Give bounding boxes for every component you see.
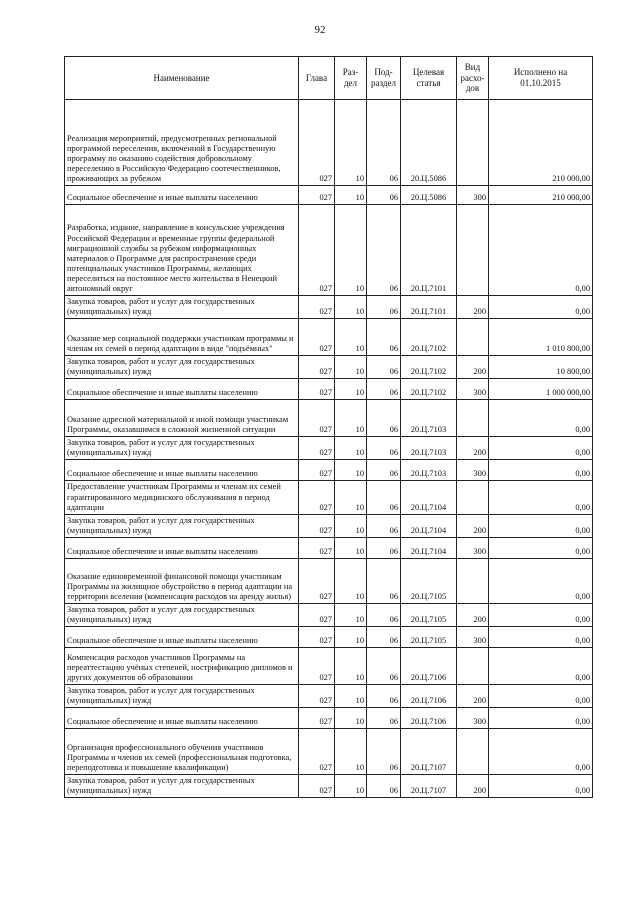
cell-name [65,708,299,729]
cell-razdel: 10 [335,627,367,648]
cell-razdel: 10 [335,729,367,775]
cell-razdel: 10 [335,379,367,400]
cell-amount: 1 000 000,00 [489,379,593,400]
cell-name [65,296,299,319]
cell-vid [457,205,489,296]
cell-name-text: Социальное обеспечение и иные выплаты населению [67,546,258,556]
cell-amount: 0,00 [489,460,593,481]
cell-glava: 027 [299,319,335,356]
cell-razdel: 10 [335,558,367,603]
cell-name [65,729,299,775]
cell-statya: 20.Ц.5086 [401,100,457,186]
cell-glava: 027 [299,400,335,437]
cell-vid [457,400,489,437]
cell-glava: 027 [299,603,335,626]
cell-name [65,775,299,798]
cell-podrazdel: 06 [367,603,401,626]
cell-razdel: 10 [335,481,367,514]
table-row [65,648,593,685]
cell-razdel: 10 [335,537,367,558]
cell-amount: 0,00 [489,514,593,537]
cell-name-text: Оказание мер социальной поддержки участникам программы и членам их семей в период адаптации в виде "подъёмных" [67,334,294,354]
table-row [65,437,593,460]
table-row [65,537,593,558]
table-row [65,186,593,205]
cell-razdel: 10 [335,356,367,379]
cell-name [65,648,299,685]
cell-podrazdel: 06 [367,186,401,205]
cell-statya: 20.Ц.7104 [401,537,457,558]
cell-statya: 20.Ц.7105 [401,603,457,626]
cell-glava: 027 [299,481,335,514]
cell-vid: 300 [457,708,489,729]
cell-podrazdel: 06 [367,319,401,356]
cell-name-text: Закупка товаров, работ и услуг для государственных (муниципальных) нужд [67,515,255,535]
cell-glava: 027 [299,186,335,205]
cell-name-text: Закупка товаров, работ и услуг для государственных (муниципальных) нужд [67,438,255,458]
cell-statya: 20.Ц.7106 [401,708,457,729]
cell-vid [457,729,489,775]
cell-razdel: 10 [335,296,367,319]
cell-name [65,437,299,460]
cell-name-text: Социальное обеспечение и иные выплаты населению [67,388,258,398]
cell-amount: 0,00 [489,400,593,437]
cell-statya: 20.Ц.7104 [401,514,457,537]
table-row [65,400,593,437]
cell-podrazdel: 06 [367,729,401,775]
cell-vid: 200 [457,603,489,626]
cell-name-text: Разработка, издание, направление в консульские учреждения Российской Федерации и временные группы федеральной миграционной службы за рубежом информационных материалов о Программе для распространения среди потенциальных участников Программы, желающих переселиться на постоянное место жительства в Ненецкий автономный округ [67,223,285,293]
header-razdel: Раз- дел [335,57,367,100]
cell-statya: 20.Ц.7103 [401,400,457,437]
cell-name-text: Оказание единовременной финансовой помощи участникам Программы на жилищное обустройство в период адаптации на территории вселения (компенсация расходов на аренду жилья) [67,571,293,601]
cell-statya: 20.Ц.7103 [401,437,457,460]
cell-name [65,537,299,558]
table-row [65,558,593,603]
cell-podrazdel: 06 [367,356,401,379]
cell-razdel: 10 [335,685,367,708]
cell-podrazdel: 06 [367,558,401,603]
cell-razdel: 10 [335,205,367,296]
cell-razdel: 10 [335,708,367,729]
cell-name-text: Социальное обеспечение и иные выплаты населению [67,469,258,479]
table-row [65,100,593,186]
cell-glava: 027 [299,356,335,379]
table-header-row [65,57,593,100]
cell-amount: 0,00 [489,296,593,319]
cell-podrazdel: 06 [367,514,401,537]
budget-table [64,56,593,798]
cell-name-text: Закупка товаров, работ и услуг для государственных (муниципальных) нужд [67,686,255,706]
cell-vid: 200 [457,296,489,319]
cell-vid: 200 [457,514,489,537]
cell-podrazdel: 06 [367,379,401,400]
cell-podrazdel: 06 [367,481,401,514]
cell-vid: 300 [457,379,489,400]
cell-podrazdel: 06 [367,775,401,798]
cell-name [65,460,299,481]
cell-podrazdel: 06 [367,400,401,437]
header-name: Наименование [65,57,299,100]
cell-vid: 200 [457,775,489,798]
table-row [65,775,593,798]
cell-vid: 200 [457,685,489,708]
cell-amount: 0,00 [489,603,593,626]
cell-amount: 0,00 [489,708,593,729]
table-row [65,627,593,648]
cell-glava: 027 [299,205,335,296]
cell-statya: 20.Ц.7101 [401,205,457,296]
cell-name [65,379,299,400]
cell-vid: 200 [457,437,489,460]
cell-razdel: 10 [335,400,367,437]
cell-glava: 027 [299,437,335,460]
table-row [65,729,593,775]
cell-podrazdel: 06 [367,708,401,729]
cell-glava: 027 [299,460,335,481]
cell-amount: 0,00 [489,537,593,558]
cell-amount: 210 000,00 [489,186,593,205]
cell-podrazdel: 06 [367,648,401,685]
cell-name-text: Закупка товаров, работ и услуг для государственных (муниципальных) нужд [67,604,255,624]
cell-statya: 20.Ц.7107 [401,775,457,798]
cell-razdel: 10 [335,603,367,626]
cell-name-text: Реализация мероприятий, предусмотренных региональной программой переселения, включенной в Государственную программу по оказанию содействия добровольному переселению в Российскую Федерацию соотечественников, проживающих за рубежом [67,133,281,183]
cell-razdel: 10 [335,648,367,685]
cell-glava: 027 [299,296,335,319]
cell-amount: 0,00 [489,729,593,775]
cell-name-text: Компенсация расходов участников Программы на переаттестацию учёных степеней, нострификацию дипломов и других документов об образовании [67,652,293,682]
cell-glava: 027 [299,627,335,648]
cell-razdel: 10 [335,100,367,186]
cell-name-text: Закупка товаров, работ и услуг для государственных (муниципальных) нужд [67,297,255,317]
cell-name [65,319,299,356]
table-row [65,296,593,319]
cell-glava: 027 [299,775,335,798]
cell-statya: 20.Ц.7105 [401,627,457,648]
cell-glava: 027 [299,558,335,603]
cell-podrazdel: 06 [367,627,401,648]
cell-name [65,481,299,514]
cell-vid: 300 [457,460,489,481]
cell-glava: 027 [299,648,335,685]
cell-statya: 20.Ц.7102 [401,356,457,379]
cell-vid: 300 [457,186,489,205]
table-row [65,685,593,708]
cell-razdel: 10 [335,514,367,537]
cell-statya: 20.Ц.7105 [401,558,457,603]
cell-vid [457,648,489,685]
cell-name [65,603,299,626]
table-row [65,205,593,296]
cell-vid [457,319,489,356]
cell-amount: 0,00 [489,775,593,798]
cell-razdel: 10 [335,775,367,798]
cell-statya: 20.Ц.7106 [401,648,457,685]
table-row [65,379,593,400]
cell-razdel: 10 [335,186,367,205]
cell-vid: 300 [457,537,489,558]
cell-name-text: Закупка товаров, работ и услуг для государственных (муниципальных) нужд [67,776,255,796]
cell-statya: 20.Ц.7104 [401,481,457,514]
cell-glava: 027 [299,379,335,400]
table-row [65,603,593,626]
cell-podrazdel: 06 [367,100,401,186]
cell-glava: 027 [299,708,335,729]
cell-name [65,685,299,708]
table-row [65,319,593,356]
cell-name [65,186,299,205]
cell-amount: 0,00 [489,648,593,685]
cell-vid: 300 [457,627,489,648]
cell-name-text: Социальное обеспечение и иные выплаты населению [67,635,258,645]
cell-amount: 10 800,00 [489,356,593,379]
cell-name [65,514,299,537]
cell-vid [457,558,489,603]
cell-name [65,205,299,296]
cell-name-text: Оказание адресной материальной и иной помощи участникам Программы, оказавшимся в сложной жизненной ситуации [67,415,289,435]
cell-vid [457,100,489,186]
cell-statya: 20.Ц.7102 [401,379,457,400]
cell-amount: 210 000,00 [489,100,593,186]
table-row [65,481,593,514]
cell-amount: 0,00 [489,481,593,514]
table-row [65,356,593,379]
cell-amount: 1 010 800,00 [489,319,593,356]
header-glava: Глава [299,57,335,100]
cell-statya: 20.Ц.5086 [401,186,457,205]
cell-statya: 20.Ц.7101 [401,296,457,319]
cell-name [65,558,299,603]
cell-vid [457,481,489,514]
cell-razdel: 10 [335,460,367,481]
cell-name [65,100,299,186]
cell-name-text: Социальное обеспечение и иные выплаты населению [67,192,258,202]
cell-glava: 027 [299,100,335,186]
cell-statya: 20.Ц.7107 [401,729,457,775]
cell-podrazdel: 06 [367,437,401,460]
cell-amount: 0,00 [489,205,593,296]
cell-glava: 027 [299,685,335,708]
cell-name-text: Закупка товаров, работ и услуг для государственных (муниципальных) нужд [67,357,255,377]
cell-statya: 20.Ц.7106 [401,685,457,708]
cell-razdel: 10 [335,319,367,356]
cell-glava: 027 [299,729,335,775]
header-ispolneno: Исполнено на 01.10.2015 [489,57,593,100]
cell-name-text: Предоставление участникам Программы и членам их семей гарантированного медицинского обслуживания в период адаптации [67,482,281,512]
cell-vid: 200 [457,356,489,379]
cell-name-text: Социальное обеспечение и иные выплаты населению [67,717,258,727]
cell-amount: 0,00 [489,627,593,648]
cell-podrazdel: 06 [367,460,401,481]
cell-podrazdel: 06 [367,685,401,708]
table-row [65,514,593,537]
cell-amount: 0,00 [489,685,593,708]
table-row [65,708,593,729]
table-body [65,100,593,798]
cell-name [65,627,299,648]
cell-podrazdel: 06 [367,296,401,319]
cell-glava: 027 [299,537,335,558]
cell-statya: 20.Ц.7103 [401,460,457,481]
cell-name-text: Организация профессионального обучения участников Программы и членов их семей (профессиональная подготовка, переподготовка и повышение квалификации) [67,742,292,773]
cell-amount: 0,00 [489,558,593,603]
header-statya: Целевая статья [401,57,457,100]
cell-name [65,356,299,379]
cell-podrazdel: 06 [367,537,401,558]
cell-name [65,400,299,437]
cell-razdel: 10 [335,437,367,460]
header-vid: Вид расхо- дов [457,57,489,100]
cell-glava: 027 [299,514,335,537]
header-podrazdel: Под- раздел [367,57,401,100]
cell-statya: 20.Ц.7102 [401,319,457,356]
table-row [65,460,593,481]
cell-amount: 0,00 [489,437,593,460]
cell-podrazdel: 06 [367,205,401,296]
page-number: 92 [314,24,326,36]
